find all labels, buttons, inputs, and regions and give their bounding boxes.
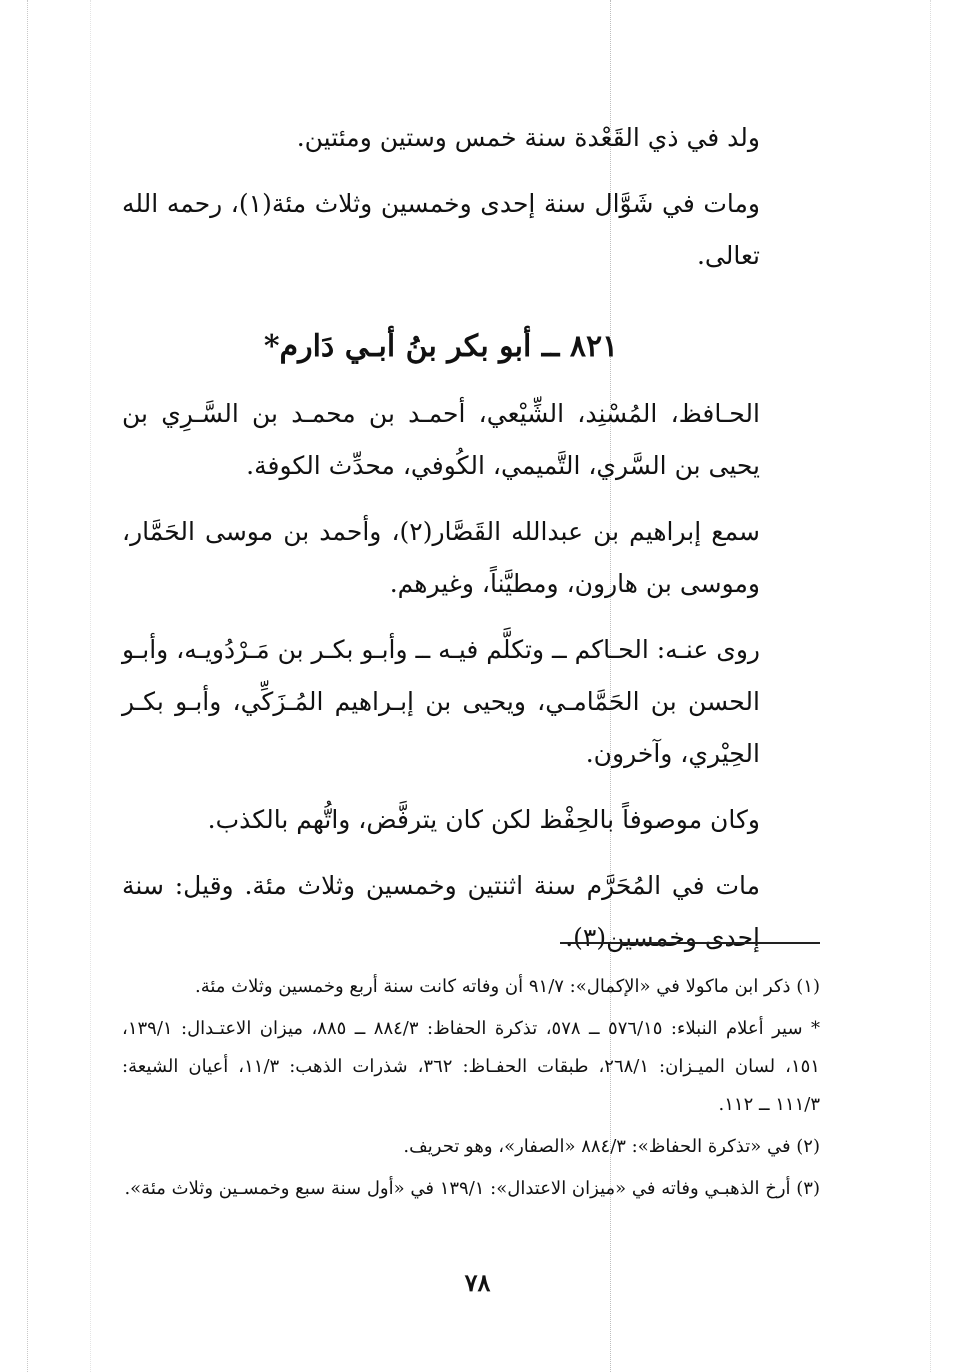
footnotes (122, 968, 820, 1212)
scan-artifact-line (90, 0, 91, 1372)
footnote-1: (١) ذكر ابن ماكولا في «الإكمال»: ٩١/٧ أن وفاته كانت سنة أربع وخمسين وثلاث مئة. (195, 976, 820, 997)
footnote-3: (٣) أرخ الذهبـي وفاته في «ميزان الاعتدال»: ١٣٩/١ في «أول سنة سبع وخمسـين وثلاث مئة». (124, 1178, 820, 1199)
footnote-sources: * سير أعلام النبلاء: ٥٧٦/١٥ ــ ٥٧٨، تذكرة الحفاظ: ٨٨٤/٣ ــ ٨٨٥، ميزان الاعتـدال: ١٣٩/١، ١٥١، لسان الميـزان: ٢٦٨/١، طبقات الحفـاظ: ٣٦٢، شذرات الذهب: ١١/٣، أعيان الشيعة: ١١١/٣ ــ ١١٢. (122, 1018, 820, 1115)
paragraph-birth: ولد في ذي القَعْدة سنة خمس وستين ومئتين. (296, 123, 760, 152)
footnote-2: (٢) في «تذكرة الحفاظ»: ٨٨٤/٣ «الصفار»، وهو تحريف. (403, 1136, 820, 1157)
paragraph-death-date: مات في المُحَرَّم سنة اثنتين وخمسين وثلاث مئة. وقيل: سنة إحدى وخمسين(٣). (122, 871, 760, 952)
paragraph-lineage: الحـافظ، المُسْنِد، الشِّيْعي، أحمـد بن محمـد بن السَّـرِي بن يحيى بن السَّري، التَّميمي، الكُوفي، محدِّث الكوفة. (122, 399, 760, 480)
entry-title: ٨٢١ ــ أبو بكر بنُ أبـي دَارم* (263, 329, 619, 364)
scan-artifact-line (930, 0, 931, 1372)
main-text (122, 112, 760, 978)
paragraph-students: روى عنـه: الحـاكم ــ وتكلَّم فيـه ــ وأبـو بكـر بن مَـرْدُويـه، وأبـو الحسن بن الحَمَّامـي، ويحيى بن إبـراهيم المُـزَكِّي، وأبـو بكـر الحِيْري، وآخرون. (122, 635, 760, 768)
footnote-separator (560, 942, 820, 944)
paragraph-teachers: سمع إبراهيم بن عبدالله القَصَّار(٢)، وأحمد بن موسى الحَمَّار، وموسى بن هارون، ومطيَّناً، وغيرهم. (122, 517, 760, 598)
page-number: ٧٨ (464, 1268, 491, 1297)
scan-artifact-line (27, 0, 28, 1372)
paragraph-death: ومات في شَوَّال سنة إحدى وخمسين وثلاث مئة(١)، رحمه الله تعالى. (122, 189, 761, 270)
paragraph-reputation: وكان موصوفاً بالحِفْظ لكن كان يترفَّض، واتُّهم بالكذب. (207, 805, 760, 834)
